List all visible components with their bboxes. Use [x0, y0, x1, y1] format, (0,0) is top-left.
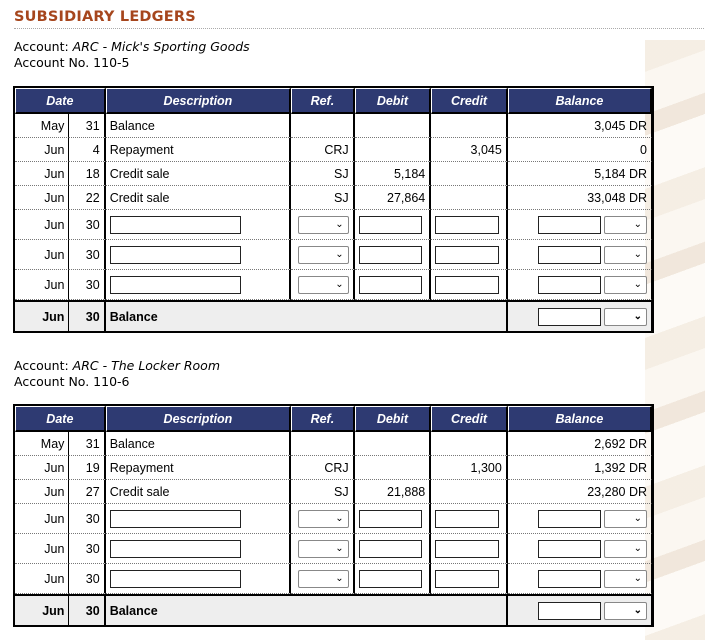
chevron-down-icon: ⌄	[633, 218, 642, 230]
date-month: Jun	[15, 480, 69, 504]
ref-cell: SJ	[291, 480, 354, 504]
chevron-down-icon: ⌄	[633, 248, 642, 260]
header-row	[15, 88, 652, 114]
column-header-credit: Credit	[431, 406, 508, 432]
date-day: 30	[69, 534, 105, 564]
entry-row	[15, 270, 652, 300]
column-header-debit: Debit	[355, 406, 432, 432]
debit-cell: 5,184	[355, 162, 432, 186]
ledger-row	[15, 432, 652, 456]
chevron-down-icon: ⌄	[633, 278, 642, 290]
balance-input[interactable]	[538, 276, 601, 294]
debit-cell	[355, 456, 432, 480]
balance-cell: 23,280 DR	[508, 480, 652, 504]
ledger-row	[15, 162, 652, 186]
ledger-row	[15, 114, 652, 138]
credit-input[interactable]	[435, 540, 499, 558]
date-month: Jun	[15, 162, 69, 186]
credit-cell	[431, 114, 508, 138]
date-day: 30	[69, 300, 105, 331]
date-day: 30	[69, 240, 105, 270]
balance-type-select[interactable]	[604, 510, 647, 528]
ledger-row	[15, 138, 652, 162]
header-row	[15, 406, 652, 432]
balance-input[interactable]	[538, 246, 601, 264]
column-header-ref: Ref.	[291, 406, 354, 432]
column-header-balance: Balance	[508, 406, 652, 432]
balance-type-select[interactable]	[604, 570, 647, 588]
ledger-table	[13, 404, 654, 627]
chevron-down-icon: ⌄	[335, 512, 344, 524]
closing-balance-label: Balance	[106, 594, 508, 625]
balance-input[interactable]	[538, 510, 601, 528]
date-month: Jun	[15, 594, 69, 625]
chevron-down-icon: ⌄	[633, 512, 642, 524]
description-cell: Credit sale	[106, 186, 291, 210]
entry-row	[15, 504, 652, 534]
chevron-down-icon: ⌄	[335, 218, 344, 230]
ref-cell	[291, 432, 354, 456]
ref-select[interactable]	[298, 246, 349, 264]
account-label: Account:	[14, 39, 69, 54]
chevron-down-icon: ⌄	[335, 278, 344, 290]
chevron-down-icon: ⌄	[335, 542, 344, 554]
credit-input[interactable]	[435, 216, 499, 234]
column-header-date: Date	[15, 406, 106, 432]
description-cell: Repayment	[106, 138, 291, 162]
credit-cell: 1,300	[431, 456, 508, 480]
column-header-credit: Credit	[431, 88, 508, 114]
date-month: Jun	[15, 138, 69, 162]
ledger-row	[15, 480, 652, 504]
credit-cell	[431, 480, 508, 504]
description-input[interactable]	[110, 246, 241, 264]
ledger-row	[15, 456, 652, 480]
balance-cell: 2,692 DR	[508, 432, 652, 456]
balance-type-select[interactable]	[604, 216, 647, 234]
debit-input[interactable]	[359, 570, 422, 588]
description-cell: Repayment	[106, 456, 291, 480]
date-month: Jun	[15, 240, 69, 270]
chevron-down-icon: ⌄	[633, 572, 642, 584]
account-header-2	[14, 358, 220, 390]
date-month: Jun	[15, 564, 69, 594]
debit-input[interactable]	[359, 540, 422, 558]
date-day: 30	[69, 594, 105, 625]
balance-input[interactable]	[538, 216, 601, 234]
ref-cell: SJ	[291, 162, 354, 186]
chevron-down-icon: ⌄	[633, 604, 642, 616]
description-input[interactable]	[110, 540, 241, 558]
chevron-down-icon: ⌄	[633, 542, 642, 554]
balance-type-select[interactable]	[604, 246, 647, 264]
background-decoration	[645, 40, 705, 640]
date-day: 30	[69, 504, 105, 534]
balance-input[interactable]	[538, 570, 601, 588]
ref-select[interactable]	[298, 510, 349, 528]
column-header-description: Description	[106, 406, 291, 432]
closing-balance-input[interactable]	[538, 308, 601, 326]
date-month: Jun	[15, 504, 69, 534]
balance-type-select[interactable]	[604, 540, 647, 558]
description-cell: Balance	[106, 432, 291, 456]
date-day: 4	[69, 138, 105, 162]
closing-balance-label: Balance	[106, 300, 508, 331]
debit-cell: 21,888	[355, 480, 432, 504]
credit-cell: 3,045	[431, 138, 508, 162]
account-name: ARC - The Locker Room	[72, 358, 220, 373]
credit-input[interactable]	[435, 510, 499, 528]
ref-select[interactable]	[298, 276, 349, 294]
date-day: 19	[69, 456, 105, 480]
chevron-down-icon: ⌄	[335, 572, 344, 584]
balance-cell: 0	[508, 138, 652, 162]
debit-input[interactable]	[359, 246, 422, 264]
description-input[interactable]	[110, 570, 241, 588]
account-number: Account No. 110-6	[14, 374, 130, 389]
date-month: Jun	[15, 534, 69, 564]
date-day: 27	[69, 480, 105, 504]
ref-cell: SJ	[291, 186, 354, 210]
ledger-row	[15, 186, 652, 210]
credit-input[interactable]	[435, 246, 499, 264]
ref-cell	[291, 114, 354, 138]
debit-cell	[355, 432, 432, 456]
column-header-debit: Debit	[355, 88, 432, 114]
balance-cell: 33,048 DR	[508, 186, 652, 210]
date-day: 30	[69, 210, 105, 240]
column-header-date: Date	[15, 88, 106, 114]
description-input[interactable]	[110, 216, 241, 234]
date-day: 30	[69, 270, 105, 300]
credit-cell	[431, 432, 508, 456]
credit-input[interactable]	[435, 276, 499, 294]
debit-input[interactable]	[359, 216, 422, 234]
date-month: Jun	[15, 270, 69, 300]
account-label: Account:	[14, 358, 69, 373]
ref-select[interactable]	[298, 570, 349, 588]
column-header-ref: Ref.	[291, 88, 354, 114]
closing-balance-type-select[interactable]	[604, 602, 647, 620]
date-day: 22	[69, 186, 105, 210]
description-input[interactable]	[110, 276, 241, 294]
closing-balance-row	[15, 594, 652, 625]
title-divider	[14, 28, 704, 29]
date-day: 31	[69, 432, 105, 456]
closing-balance-row	[15, 300, 652, 331]
description-cell: Credit sale	[106, 162, 291, 186]
entry-row	[15, 564, 652, 594]
description-cell: Credit sale	[106, 480, 291, 504]
debit-cell	[355, 138, 432, 162]
ref-select[interactable]	[298, 216, 349, 234]
closing-balance-input[interactable]	[538, 602, 601, 620]
debit-input[interactable]	[359, 510, 422, 528]
date-month: Jun	[15, 300, 69, 331]
debit-cell: 27,864	[355, 186, 432, 210]
page-title: SUBSIDIARY LEDGERS	[14, 9, 196, 25]
date-day: 31	[69, 114, 105, 138]
date-day: 30	[69, 564, 105, 594]
entry-row	[15, 210, 652, 240]
chevron-down-icon: ⌄	[633, 310, 642, 322]
date-month: May	[15, 432, 69, 456]
date-day: 18	[69, 162, 105, 186]
debit-input[interactable]	[359, 276, 422, 294]
ref-select[interactable]	[298, 540, 349, 558]
description-input[interactable]	[110, 510, 241, 528]
balance-input[interactable]	[538, 540, 601, 558]
credit-cell	[431, 162, 508, 186]
balance-type-select[interactable]	[604, 276, 647, 294]
ledger-table	[13, 86, 654, 333]
date-month: Jun	[15, 210, 69, 240]
balance-cell: 1,392 DR	[508, 456, 652, 480]
chevron-down-icon: ⌄	[335, 248, 344, 260]
credit-input[interactable]	[435, 570, 499, 588]
date-month: Jun	[15, 186, 69, 210]
closing-balance-type-select[interactable]	[604, 308, 647, 326]
account-number: Account No. 110-5	[14, 55, 130, 70]
entry-row	[15, 534, 652, 564]
balance-cell: 5,184 DR	[508, 162, 652, 186]
credit-cell	[431, 186, 508, 210]
column-header-description: Description	[106, 88, 291, 114]
debit-cell	[355, 114, 432, 138]
account-header-1	[14, 39, 250, 71]
column-header-balance: Balance	[508, 88, 652, 114]
entry-row	[15, 240, 652, 270]
date-month: Jun	[15, 456, 69, 480]
ref-cell: CRJ	[291, 138, 354, 162]
date-month: May	[15, 114, 69, 138]
description-cell: Balance	[106, 114, 291, 138]
account-name: ARC - Mick's Sporting Goods	[72, 39, 250, 54]
balance-cell: 3,045 DR	[508, 114, 652, 138]
ref-cell: CRJ	[291, 456, 354, 480]
